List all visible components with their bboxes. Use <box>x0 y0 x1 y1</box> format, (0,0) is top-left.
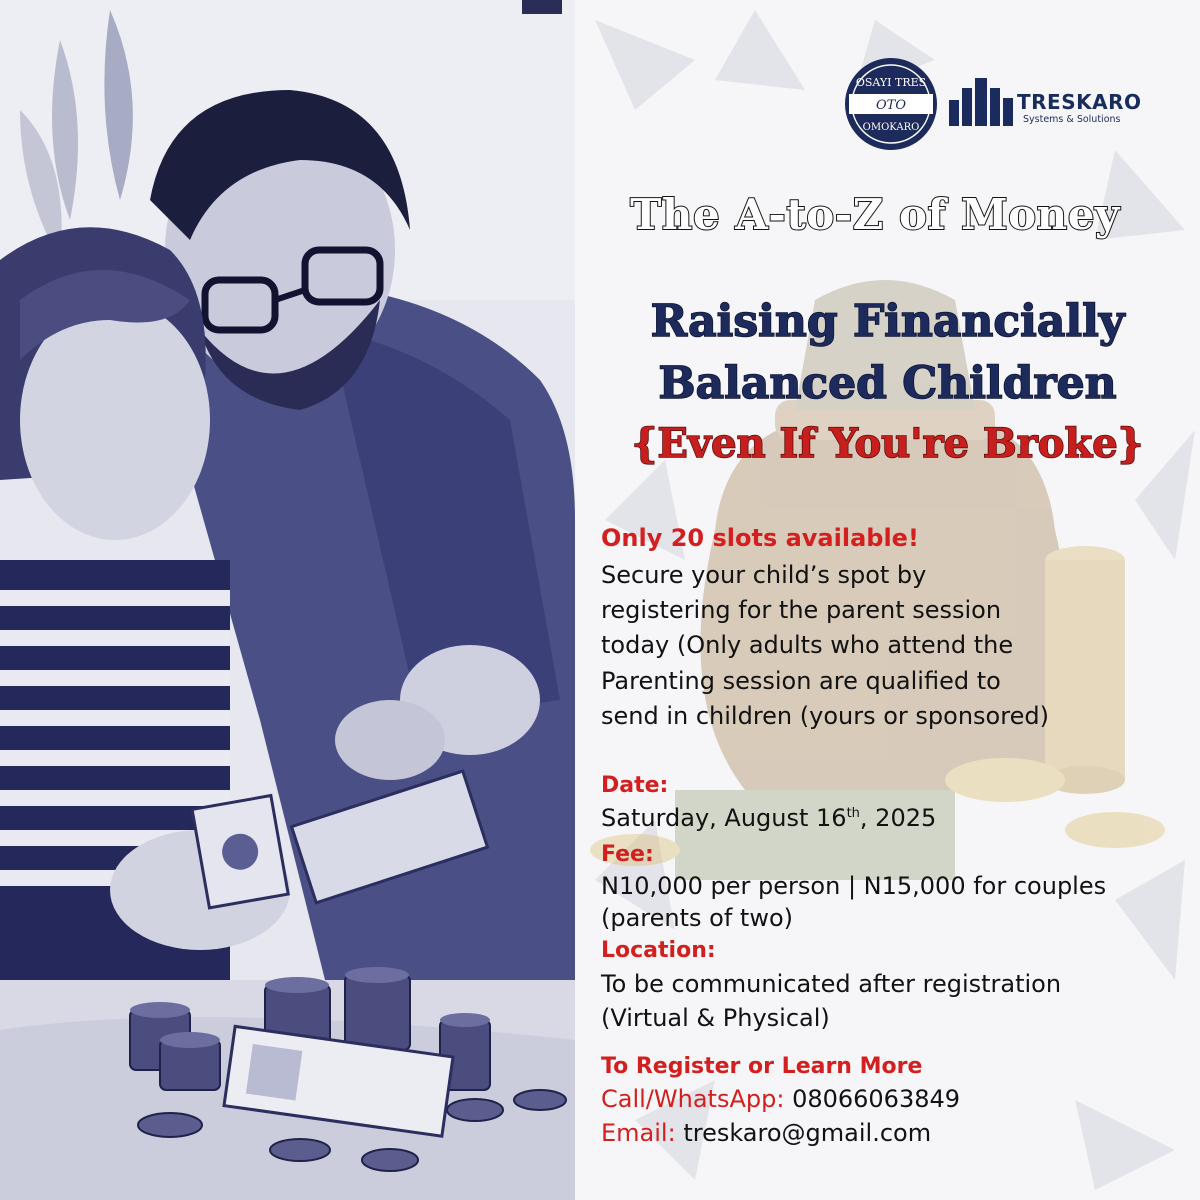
osayi-tres-seal-logo <box>843 56 939 152</box>
series-title: The A-to-Z of Money <box>630 190 1120 239</box>
location-label: Location: <box>601 938 716 963</box>
parent-child-photo <box>0 0 575 1200</box>
email-label: Email: <box>601 1119 676 1147</box>
slots-notice: Only 20 slots available! <box>601 524 919 552</box>
location-line: (Virtual & Physical) <box>601 1004 830 1032</box>
seal-top-text: OSAYI TRES <box>855 76 927 89</box>
title-line-2: Balanced Children <box>658 358 1117 409</box>
treskaro-logo <box>947 70 1147 130</box>
seal-bottom-text: OMOKARO <box>862 122 920 133</box>
phone-number[interactable]: 08066063849 <box>792 1085 961 1113</box>
promo-line: today (Only adults who attend the <box>601 631 1014 659</box>
promo-line: Secure your child’s spot by <box>601 561 927 589</box>
fee-label: Fee: <box>601 842 654 867</box>
fee-line: (parents of two) <box>601 904 794 932</box>
fee-line: N10,000 per person | N15,000 for couples <box>601 872 1107 900</box>
promo-line: registering for the parent session <box>601 596 1002 624</box>
company-name: TRESKARO <box>1017 90 1142 114</box>
info-panel <box>575 0 1200 1200</box>
promo-line: send in children (yours or sponsored) <box>601 702 1049 730</box>
email-address[interactable]: treskaro@gmail.com <box>683 1119 932 1147</box>
phone-row <box>601 1087 1191 1111</box>
promo-line: Parenting session are qualified to <box>601 667 1001 695</box>
subtitle: {Even If You're Broke} <box>631 420 1144 467</box>
location-line: To be communicated after registration <box>601 970 1062 998</box>
email-row <box>601 1121 1191 1145</box>
company-tagline: Systems & Solutions <box>1023 114 1121 125</box>
building-bars-icon <box>947 70 1017 130</box>
phone-label: Call/WhatsApp: <box>601 1085 785 1113</box>
seal-middle-text: OTO <box>876 98 906 113</box>
date-label: Date: <box>601 773 669 798</box>
date-value: Saturday, August 16th, 2025 <box>601 804 937 832</box>
title-line-1: Raising Financially <box>650 296 1125 347</box>
register-heading: To Register or Learn More <box>601 1054 923 1079</box>
